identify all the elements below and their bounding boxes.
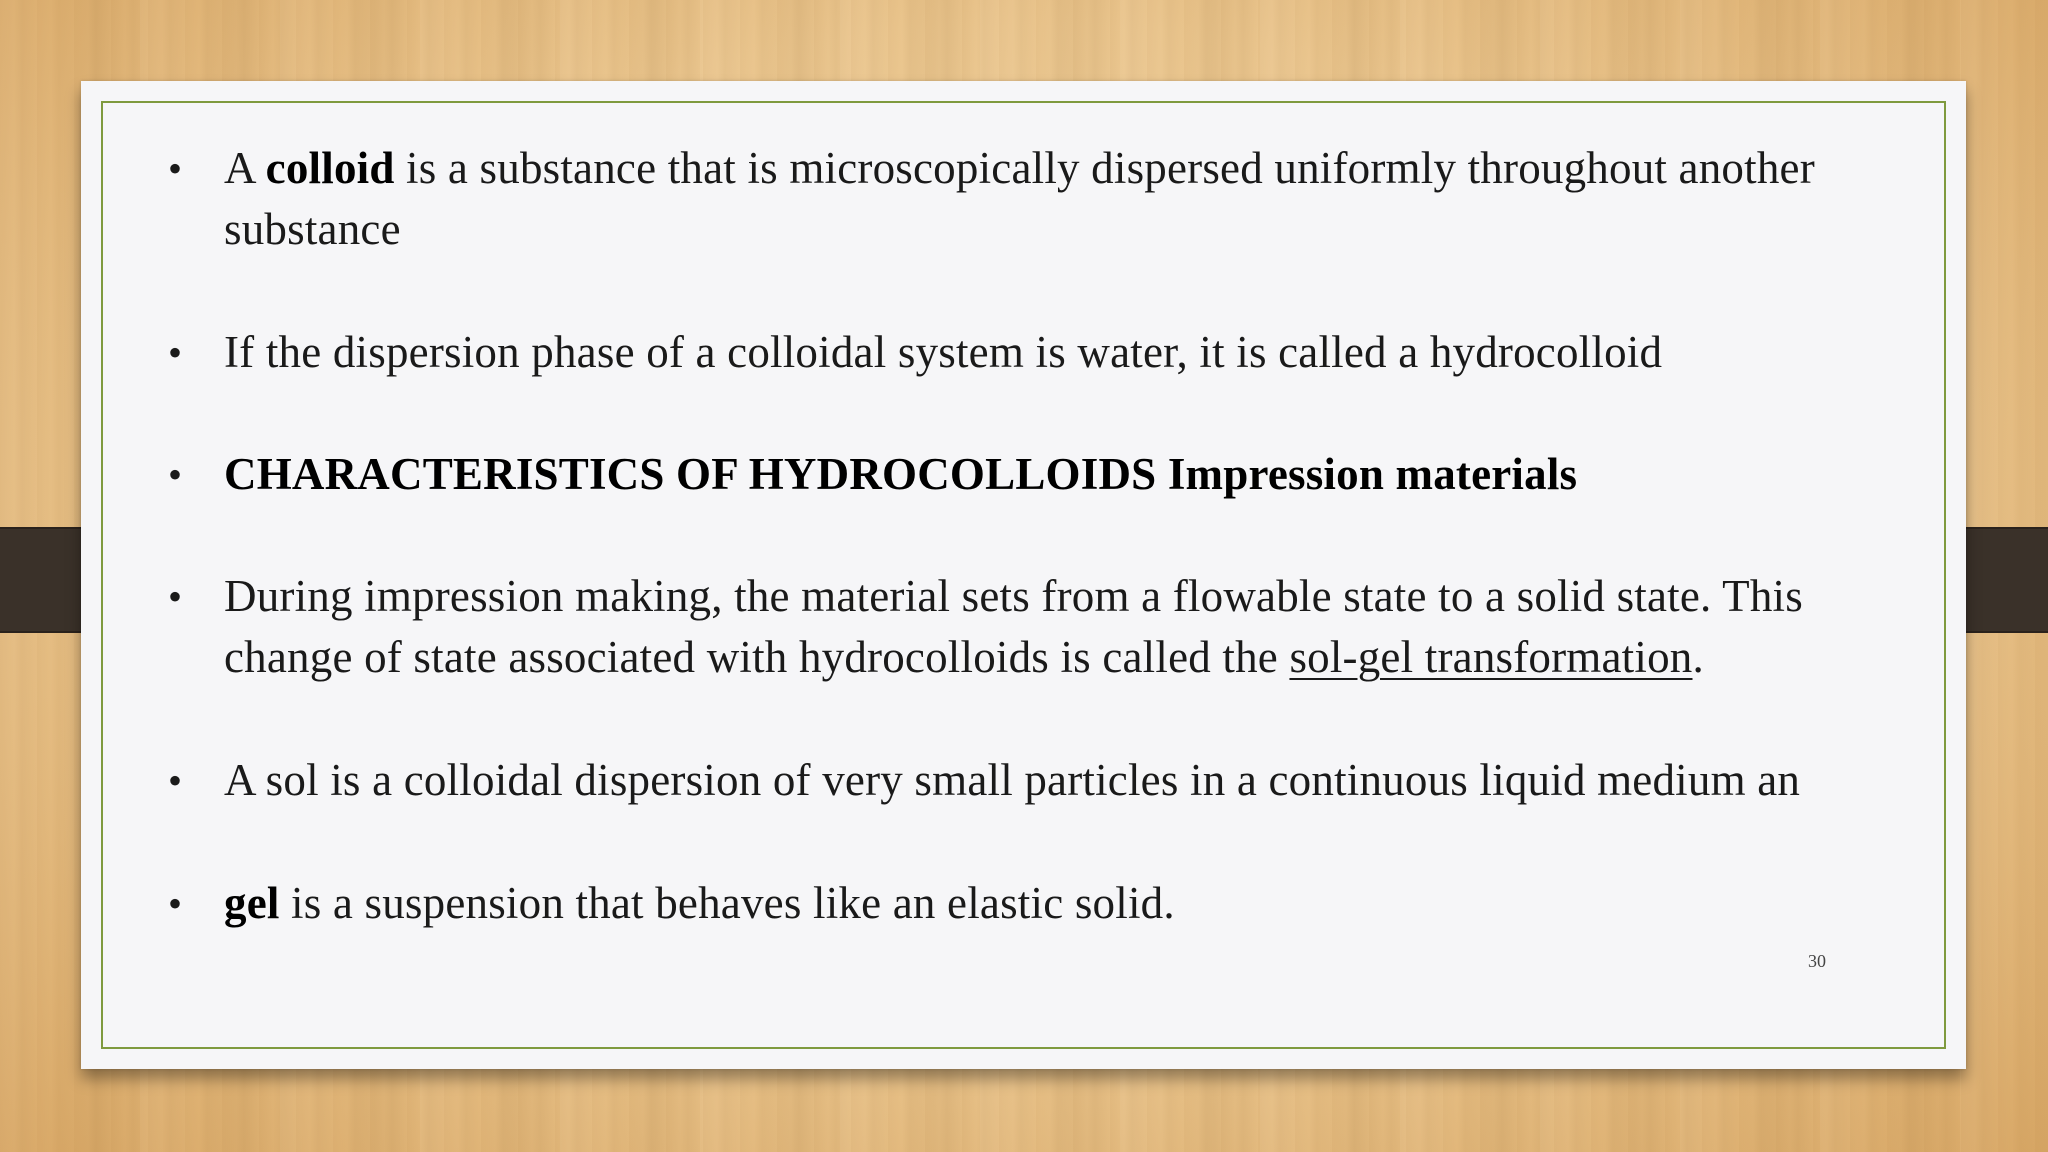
bullet-dot: • — [168, 146, 183, 191]
bullet-dot: • — [168, 574, 183, 619]
bullet-dot: • — [168, 452, 183, 497]
bullet-dot: • — [168, 330, 183, 375]
bullet-gel-definition — [168, 873, 1924, 934]
bullet-suffix: . — [1692, 632, 1704, 682]
bold-term-colloid: colloid — [265, 143, 395, 193]
bullet-dot: • — [168, 758, 183, 803]
slide — [81, 81, 1966, 1069]
bold-heading: CHARACTERISTICS OF HYDROCOLLOIDS Impression materials — [224, 449, 1578, 499]
bullet-text: A sol is a colloidal dispersion of very small particles in a continuous liquid medium an — [224, 755, 1801, 805]
bullet-characteristics-heading — [168, 444, 1924, 505]
underlined-term-sol-gel: sol-gel transformation — [1289, 632, 1693, 682]
bullet-sol-definition — [168, 750, 1924, 811]
bullet-text: is a suspension that behaves like an elastic solid. — [279, 878, 1175, 928]
bullet-colloid-definition — [168, 138, 1924, 260]
bullet-dot: • — [168, 881, 183, 926]
bullet-prefix: A — [224, 143, 266, 193]
bullet-text: is a substance that is microscopically dispersed uniformly throughout another substance — [224, 143, 1815, 254]
bullet-text: During impression making, the material sets from a flowable state to a solid state. This change of state associated with hydrocolloids is called the — [224, 571, 1803, 682]
slide-number: 30 — [1808, 951, 1826, 971]
bullet-hydrocolloid-definition — [168, 322, 1924, 383]
bullet-text: If the dispersion phase of a colloidal system is water, it is called a hydrocolloid — [224, 327, 1663, 377]
bullet-sol-gel-transformation — [168, 566, 1924, 688]
bold-term-gel: gel — [224, 878, 280, 928]
